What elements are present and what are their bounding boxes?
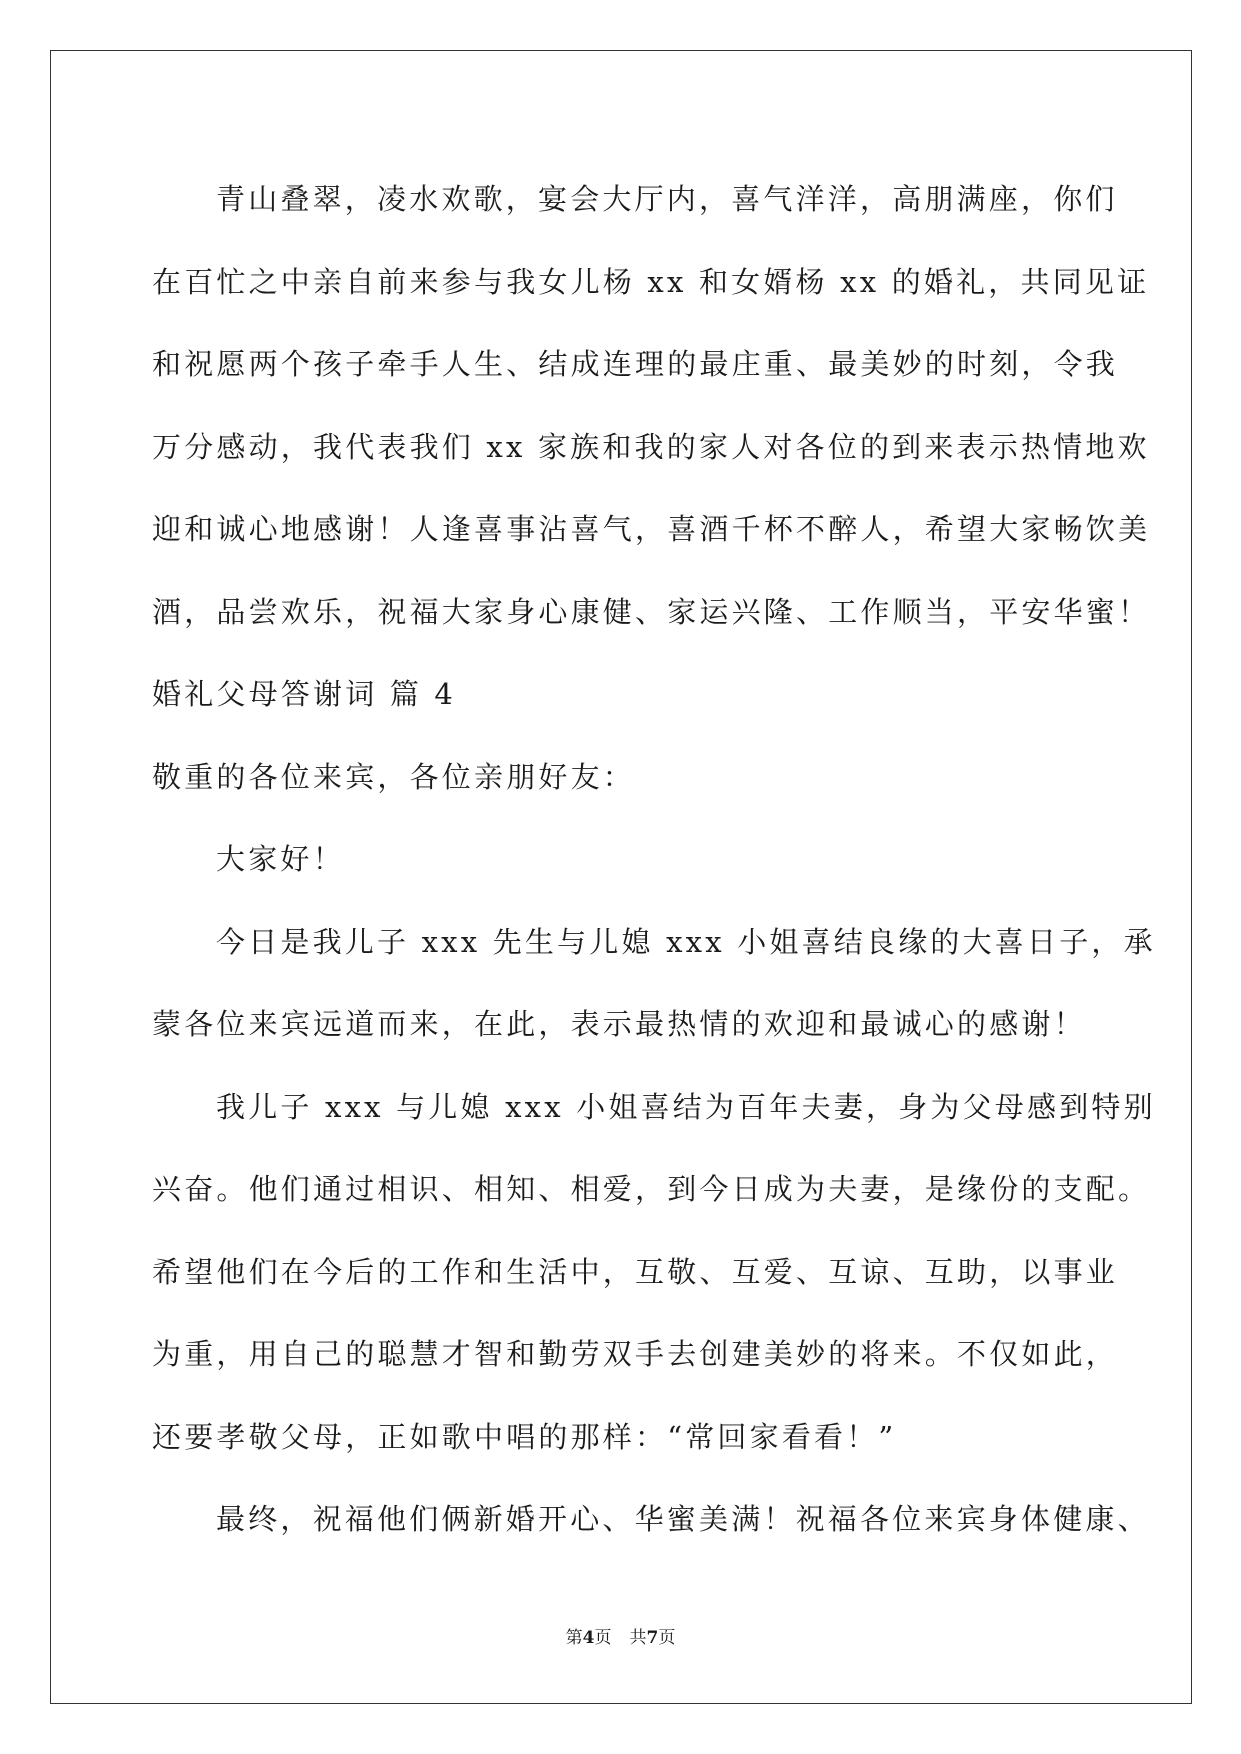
page-total: 7 (646, 1628, 659, 1648)
page-footer (0, 1623, 1241, 1648)
paragraph-line: 蒙各位来宾远道而来，在此，表示最热情的欢迎和最诚心的感谢！ (152, 1007, 1086, 1041)
paragraph-line: 和祝愿两个孩子牵手人生、结成连理的最庄重、最美妙的时刻，令我 (152, 347, 1119, 381)
paragraph-line: 我儿子 xxx 与儿媳 xxx 小姐喜结为百年夫妻，身为父母感到特别 (216, 1089, 1156, 1124)
page-number: 4 (582, 1628, 595, 1648)
section-heading: 婚礼父母答谢词 篇 4 (152, 677, 457, 711)
total-suffix: 页 (658, 1628, 676, 1648)
salutation: 敬重的各位来宾，各位亲朋好友： (152, 759, 636, 794)
paragraph-line: 希望他们在今后的工作和生活中，互敬、互爱、互谅、互助，以事业 (152, 1254, 1119, 1289)
total-prefix: 共 (629, 1628, 647, 1648)
paragraph-line: 为重，用自己的聪慧才智和勤劳双手去创建美妙的将来。不仅如此， (152, 1337, 1119, 1371)
document-body (152, 158, 1156, 1561)
paragraph-line: 最终，祝福他们俩新婚开心、华蜜美满！祝福各位来宾身体健康、 (216, 1502, 1150, 1536)
paragraph-line: 迎和诚心地感谢！人逢喜事沾喜气，喜酒千杯不醉人，希望大家畅饮美 (152, 512, 1151, 546)
paragraph-line: 青山叠翠，凌水欢歌，宴会大厅内，喜气洋洋，高朋满座，你们 (216, 182, 1118, 216)
paragraph-line: 今日是我儿子 xxx 先生与儿媳 xxx 小姐喜结良缘的大喜日子，承 (216, 924, 1156, 959)
paragraph-line: 兴奋。他们通过相识、相知、相爱，到今日成为夫妻，是缘份的支配。 (152, 1172, 1151, 1206)
page-suffix: 页 (594, 1628, 612, 1648)
paragraph-line: 万分感动，我代表我们 xx 家族和我的家人对各位的到来表示热情地欢 (152, 429, 1150, 464)
paragraph-line: 还要孝敬父母，正如歌中唱的那样：“常回家看看！” (152, 1419, 897, 1454)
paragraph-line: 酒，品尝欢乐，祝福大家身心康健、家运兴隆、工作顺当，平安华蜜！ (152, 594, 1151, 629)
paragraph-line: 在百忙之中亲自前来参与我女儿杨 xx 和女婿杨 xx 的婚礼，共同见证 (152, 264, 1150, 299)
page-prefix: 第 (565, 1628, 583, 1648)
greeting: 大家好！ (216, 842, 345, 876)
